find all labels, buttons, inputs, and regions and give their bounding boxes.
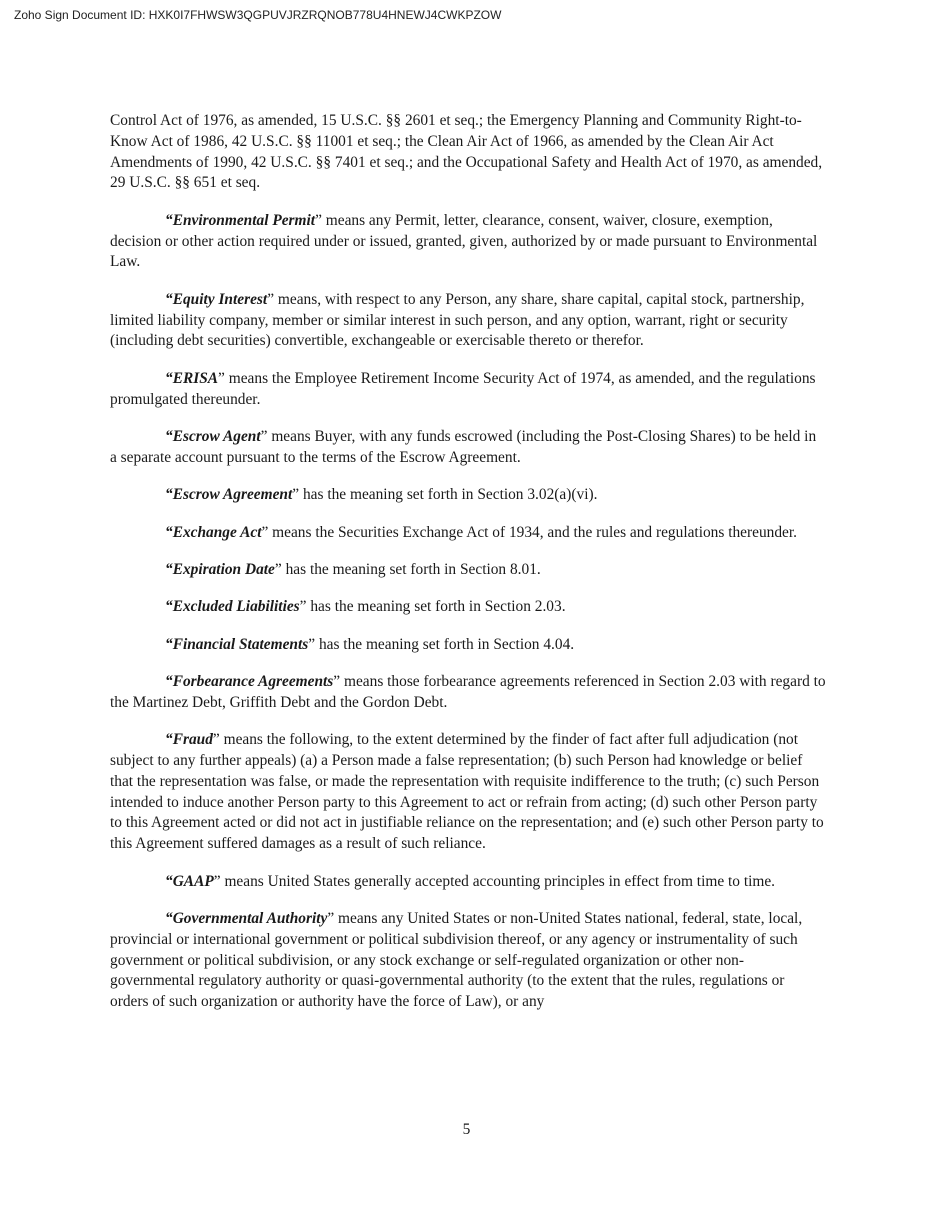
definition-erisa: “ERISA” means the Employee Retirement Income Security Act of 1974, as amended, and the regulations promulgated thereunder.: [110, 369, 816, 408]
defined-term: “Environmental Permit: [165, 211, 316, 229]
paragraph-continuation: Control Act of 1976, as amended, 15 U.S.C. §§ 2601 et seq.; the Emergency Planning and Community Right-to-Know Act of 1986, 42 U.S.C. §§ 11001 et seq.; the Clean Air Act of 1966, as amended by the Clean Air Act Amendments of 1990, 42 U.S.C. §§ 7401 et seq.; and the Occupational Safety and Health Act of 1970, as amended, 29 U.S.C. §§ 651 et seq.: [110, 112, 823, 192]
defined-term: “GAAP: [165, 872, 214, 890]
page-number: 5: [462, 1121, 471, 1138]
definition-escrow-agent: “Escrow Agent” means Buyer, with any funds escrowed (including the Post-Closing Shares) to be held in a separate account pursuant to the terms of the Escrow Agreement.: [110, 427, 817, 466]
defined-term: “Escrow Agreement: [165, 486, 293, 504]
defined-term: “Exchange Act: [165, 523, 262, 541]
defined-term: “Forbearance Agreements: [165, 673, 334, 691]
defined-term: “Financial Statements: [165, 635, 309, 653]
defined-term: “Escrow Agent: [165, 427, 261, 445]
definition-environmental-permit: “Environmental Permit” means any Permit, letter, clearance, consent, waiver, closure, exemption, decision or other action required under or issued, granted, given, authorized by or made pursuant to Environmental Law.: [110, 211, 818, 271]
definition-expiration-date: “Expiration Date” has the meaning set forth in Section 8.01.: [165, 560, 541, 578]
definition-financial-statements: “Financial Statements” has the meaning set forth in Section 4.04.: [165, 635, 575, 653]
document-id-header: Zoho Sign Document ID: HXK0I7FHWSW3QGPUVJRZRQNOB778U4HNEWJ4CWKPZOW: [14, 8, 502, 22]
definition-forbearance-agreements: “Forbearance Agreements” means those forbearance agreements referenced in Section 2.03 with regard to the Martinez Debt, Griffith Debt and the Gordon Debt.: [110, 673, 826, 711]
defined-term: “Fraud: [165, 731, 213, 749]
defined-term: “Expiration Date: [165, 560, 275, 578]
definition-escrow-agreement: “Escrow Agreement” has the meaning set forth in Section 3.02(a)(vi).: [165, 486, 598, 504]
definition-exchange-act: “Exchange Act” means the Securities Exchange Act of 1934, and the rules and regulations thereunder.: [165, 523, 798, 541]
definition-gaap: “GAAP” means United States generally accepted accounting principles in effect from time to time.: [165, 872, 776, 890]
definition-governmental-authority: “Governmental Authority” means any United States or non-United States national, federal, state, local, provincial or international government or political subdivision thereof, or any agency or instrumentality of such government or political subdivision, or any stock exchange or self-regulated organization or other non-governmental regulatory authority or quasi-governmental authority (to the extent that the rules, regulations or orders of such organization or authority have the force of Law), or any: [110, 910, 803, 1011]
defined-term: “Governmental Authority: [165, 910, 328, 928]
definition-fraud: “Fraud” means the following, to the extent determined by the finder of fact after full adjudication (not subject to any further appeals) (a) a Person made a false representation; (b) such Person had knowledge or belief that the representation was false, or made the representation with requisite indifference to the truth; (c) such Person intended to induce another Person party to this Agreement to act or refrain from acting; (d) such other Person party to this Agreement acted or did not act in justifiable reliance on the representation; and (e) such other Person party to this Agreement suffered damages as a result of such reliance.: [110, 731, 824, 853]
defined-term: “Equity Interest: [165, 290, 268, 308]
definition-equity-interest: “Equity Interest” means, with respect to any Person, any share, share capital, capital stock, partnership, limited liability company, member or similar interest in such person, and any option, warrant, right or security (including debt securities) convertible, exchangeable or exercisable thereto or therefor.: [110, 290, 805, 350]
defined-term: “Excluded Liabilities: [165, 598, 300, 616]
definition-excluded-liabilities: “Excluded Liabilities” has the meaning set forth in Section 2.03.: [165, 598, 566, 616]
document-body: [110, 111, 826, 1030]
defined-term: “ERISA: [165, 369, 219, 387]
